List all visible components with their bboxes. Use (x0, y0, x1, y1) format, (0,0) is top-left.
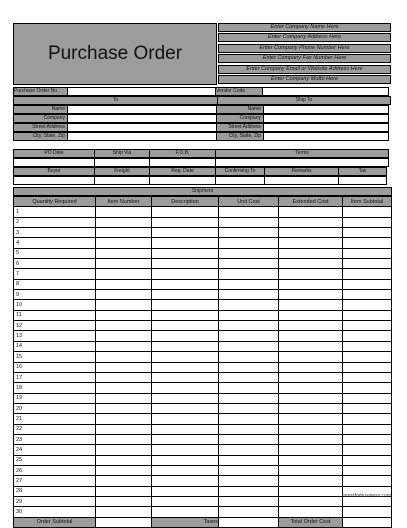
order-subtotal-field[interactable] (96, 517, 152, 527)
address-header-row (13, 96, 391, 105)
to-address-label: City, State, Zip (13, 132, 68, 141)
item-cell[interactable] (343, 455, 392, 465)
item-cell[interactable] (96, 393, 152, 403)
item-cell[interactable] (279, 372, 343, 382)
item-cell[interactable] (219, 414, 279, 424)
buyer-header-row (13, 167, 391, 176)
table-row (14, 321, 392, 331)
item-cell[interactable] (219, 476, 279, 486)
to-address-field[interactable] (67, 123, 217, 132)
item-cell[interactable] (96, 352, 152, 362)
item-cell[interactable] (152, 465, 219, 475)
item-cell[interactable] (96, 465, 152, 475)
row-number[interactable]: 17 (14, 372, 96, 382)
row-number[interactable]: 26 (14, 465, 96, 475)
item-cell[interactable] (343, 383, 392, 393)
item-cell[interactable] (279, 383, 343, 393)
item-cell[interactable] (152, 352, 219, 362)
to-label: To (13, 96, 218, 105)
item-cell[interactable] (279, 362, 343, 372)
table-row (14, 362, 392, 372)
item-cell[interactable] (279, 507, 343, 517)
unit-cost-header: Unit Cost (219, 197, 279, 207)
table-row (14, 476, 392, 486)
ship-to-address-field[interactable] (263, 132, 389, 141)
item-cell[interactable] (343, 228, 392, 238)
item-cell[interactable] (152, 383, 219, 393)
item-cell[interactable] (219, 434, 279, 444)
item-cell[interactable] (279, 352, 343, 362)
item-cell[interactable] (96, 424, 152, 434)
row-number[interactable]: 28 (14, 486, 96, 496)
item-cell[interactable] (152, 300, 219, 310)
line-items-table (13, 196, 392, 528)
table-row (14, 465, 392, 475)
item-cell[interactable] (96, 207, 152, 217)
watermark: formsforbusiness.com (342, 493, 391, 499)
item-cell[interactable] (152, 248, 219, 258)
item-cell[interactable] (219, 424, 279, 434)
item-cell[interactable] (96, 279, 152, 289)
description-header: Description (152, 197, 219, 207)
item-cell[interactable] (343, 207, 392, 217)
table-row (14, 217, 392, 227)
to-address-field[interactable] (67, 105, 217, 114)
item-cell[interactable] (152, 207, 219, 217)
totals-row (14, 517, 392, 527)
extended-cost-header: Extended Cost (279, 197, 343, 207)
item-cell[interactable] (219, 217, 279, 227)
item-cell[interactable] (219, 445, 279, 455)
item-cell[interactable] (96, 403, 152, 413)
row-number[interactable]: 9 (14, 290, 96, 300)
item-cell[interactable] (96, 341, 152, 351)
table-row (14, 290, 392, 300)
item-cell[interactable] (96, 434, 152, 444)
page-title: Purchase Order (13, 23, 217, 85)
row-number[interactable]: 16 (14, 362, 96, 372)
item-cell[interactable] (279, 445, 343, 455)
row-number[interactable]: 3 (14, 228, 96, 238)
item-cell[interactable] (343, 352, 392, 362)
item-cell[interactable] (152, 434, 219, 444)
ship-via-label: Ship Via (94, 149, 150, 158)
item-cell[interactable] (96, 486, 152, 496)
req-date-field[interactable] (149, 176, 216, 185)
item-cell[interactable] (219, 238, 279, 248)
confirming-to-label: Confirming To (215, 167, 265, 176)
item-cell[interactable] (96, 372, 152, 382)
item-cell[interactable] (219, 455, 279, 465)
item-cell[interactable] (152, 321, 219, 331)
row-number[interactable]: 12 (14, 321, 96, 331)
items-header-row (14, 197, 392, 207)
terms-field[interactable] (215, 158, 389, 167)
item-cell[interactable] (343, 476, 392, 486)
item-cell[interactable] (343, 424, 392, 434)
item-cell[interactable] (96, 228, 152, 238)
item-cell[interactable] (279, 341, 343, 351)
item-cell[interactable] (96, 331, 152, 341)
item-cell[interactable] (152, 403, 219, 413)
address-row (13, 105, 391, 114)
remarks-field[interactable] (264, 176, 339, 185)
row-number[interactable]: 15 (14, 352, 96, 362)
item-cell[interactable] (343, 341, 392, 351)
table-row (14, 352, 392, 362)
item-subtotal-header: Item Subtotal (343, 197, 392, 207)
item-cell[interactable] (343, 362, 392, 372)
item-cell[interactable] (343, 403, 392, 413)
item-cell[interactable] (152, 259, 219, 269)
table-row (14, 372, 392, 382)
item-cell[interactable] (279, 393, 343, 403)
po-date-value-row (13, 158, 391, 167)
item-cell[interactable] (343, 465, 392, 475)
to-address-field[interactable] (67, 132, 217, 141)
shipment-label: Shipment (13, 187, 392, 196)
item-cell[interactable] (152, 414, 219, 424)
item-cell[interactable] (219, 496, 279, 506)
item-cell[interactable] (96, 414, 152, 424)
item-cell[interactable] (152, 269, 219, 279)
item-cell[interactable] (152, 228, 219, 238)
item-cell[interactable] (279, 248, 343, 258)
item-cell[interactable] (343, 300, 392, 310)
total-order-cost-label: Total Order Cost (279, 517, 343, 527)
table-row (14, 507, 392, 517)
item-cell[interactable] (219, 248, 279, 258)
buyer-value-row (13, 176, 391, 185)
item-cell[interactable] (279, 238, 343, 248)
address-row (13, 123, 391, 132)
quantity-header: Quantity Required (14, 197, 96, 207)
item-cell[interactable] (279, 403, 343, 413)
item-cell[interactable] (96, 248, 152, 258)
item-cell[interactable] (343, 331, 392, 341)
item-cell[interactable] (96, 290, 152, 300)
item-cell[interactable] (279, 455, 343, 465)
row-number[interactable]: 27 (14, 476, 96, 486)
item-cell[interactable] (343, 290, 392, 300)
item-cell[interactable] (343, 310, 392, 320)
vendor-code-field[interactable] (262, 87, 389, 96)
row-number[interactable]: 6 (14, 259, 96, 269)
to-address-label: Name (13, 105, 68, 114)
item-cell[interactable] (219, 279, 279, 289)
item-cell[interactable] (343, 321, 392, 331)
item-cell[interactable] (219, 507, 279, 517)
item-cell[interactable] (279, 331, 343, 341)
item-cell[interactable] (343, 434, 392, 444)
table-row (14, 434, 392, 444)
row-number[interactable]: 23 (14, 434, 96, 444)
item-cell[interactable] (279, 465, 343, 475)
item-cell[interactable] (96, 496, 152, 506)
item-cell[interactable] (152, 424, 219, 434)
item-cell[interactable] (343, 393, 392, 403)
item-cell[interactable] (96, 445, 152, 455)
item-cell[interactable] (152, 486, 219, 496)
item-cell[interactable] (152, 393, 219, 403)
item-cell[interactable] (96, 310, 152, 320)
row-number[interactable]: 1 (14, 207, 96, 217)
company-line[interactable]: Enter Company Address Here (218, 33, 391, 42)
buyer-label: Buyer (13, 167, 95, 176)
item-cell[interactable] (279, 310, 343, 320)
row-number[interactable]: 7 (14, 269, 96, 279)
item-cell[interactable] (343, 248, 392, 258)
row-number[interactable]: 18 (14, 383, 96, 393)
remarks-label: Remarks (264, 167, 339, 176)
item-cell[interactable] (219, 372, 279, 382)
req-date-label: Req. Date (149, 167, 216, 176)
taxes-label: Taxes (152, 517, 219, 527)
item-cell[interactable] (279, 476, 343, 486)
table-row (14, 403, 392, 413)
address-row (13, 114, 391, 123)
po-number-label: Purchase Order No. (13, 87, 68, 96)
row-number[interactable]: 21 (14, 414, 96, 424)
table-row (14, 331, 392, 341)
item-cell[interactable] (219, 269, 279, 279)
item-cell[interactable] (152, 341, 219, 351)
taxes-field[interactable] (219, 517, 279, 527)
table-row (14, 279, 392, 289)
table-row (14, 383, 392, 393)
item-cell[interactable] (219, 207, 279, 217)
ship-to-label: Ship To (217, 96, 391, 105)
po-date-header-row (13, 149, 391, 158)
item-cell[interactable] (96, 259, 152, 269)
po-number-field[interactable] (67, 87, 216, 96)
row-number[interactable]: 19 (14, 393, 96, 403)
table-row (14, 445, 392, 455)
item-cell[interactable] (152, 362, 219, 372)
item-cell[interactable] (343, 372, 392, 382)
item-cell[interactable] (96, 300, 152, 310)
item-cell[interactable] (152, 476, 219, 486)
table-row (14, 393, 392, 403)
row-number[interactable]: 25 (14, 455, 96, 465)
item-cell[interactable] (96, 476, 152, 486)
fob-label: F.O.B. (149, 149, 216, 158)
item-cell[interactable] (343, 217, 392, 227)
table-row (14, 486, 392, 496)
row-number[interactable]: 2 (14, 217, 96, 227)
item-cell[interactable] (152, 445, 219, 455)
item-cell[interactable] (152, 310, 219, 320)
item-cell[interactable] (96, 362, 152, 372)
table-row (14, 207, 392, 217)
row-number[interactable]: 5 (14, 248, 96, 258)
ship-via-field[interactable] (94, 158, 150, 167)
item-cell[interactable] (343, 259, 392, 269)
item-cell[interactable] (152, 331, 219, 341)
item-cell[interactable] (96, 383, 152, 393)
row-number[interactable]: 8 (14, 279, 96, 289)
company-line[interactable]: Enter Company Motto Here (218, 75, 391, 84)
item-cell[interactable] (279, 290, 343, 300)
item-cell[interactable] (96, 269, 152, 279)
item-cell[interactable] (219, 465, 279, 475)
item-cell[interactable] (152, 496, 219, 506)
table-row (14, 341, 392, 351)
ship-to-address-label: Street Address (216, 123, 264, 132)
item-cell[interactable] (96, 217, 152, 227)
item-cell[interactable] (219, 486, 279, 496)
table-row (14, 300, 392, 310)
row-number[interactable]: 29 (14, 496, 96, 506)
table-row (14, 424, 392, 434)
row-number[interactable]: 20 (14, 403, 96, 413)
table-row (14, 310, 392, 320)
item-cell[interactable] (152, 279, 219, 289)
table-row (14, 269, 392, 279)
item-cell[interactable] (219, 341, 279, 351)
item-cell[interactable] (152, 217, 219, 227)
row-number[interactable]: 22 (14, 424, 96, 434)
item-cell[interactable] (152, 507, 219, 517)
buyer-field[interactable] (13, 176, 95, 185)
total-order-cost-field[interactable] (343, 517, 392, 527)
item-cell[interactable] (343, 414, 392, 424)
freight-label: Freight (94, 167, 150, 176)
to-address-field[interactable] (67, 114, 217, 123)
item-cell[interactable] (219, 331, 279, 341)
item-cell[interactable] (219, 383, 279, 393)
company-line[interactable]: Enter Company Email or Website Address Here (218, 65, 391, 74)
item-cell[interactable] (343, 269, 392, 279)
vendor-code-label: Vendor Code (215, 87, 263, 96)
to-address-label: Street Address (13, 123, 68, 132)
item-cell[interactable] (219, 300, 279, 310)
item-cell[interactable] (279, 424, 343, 434)
table-row (14, 496, 392, 506)
item-cell[interactable] (96, 238, 152, 248)
confirming-to-field[interactable] (215, 176, 265, 185)
row-number[interactable]: 13 (14, 331, 96, 341)
table-row (14, 248, 392, 258)
item-cell[interactable] (279, 217, 343, 227)
item-cell[interactable] (279, 486, 343, 496)
ship-to-address-label: Company (216, 114, 264, 123)
item-cell[interactable] (279, 300, 343, 310)
shipment-bar (13, 187, 391, 196)
terms-label: Terms (215, 149, 389, 158)
freight-field[interactable] (94, 176, 150, 185)
row-number[interactable]: 30 (14, 507, 96, 517)
item-cell[interactable] (343, 279, 392, 289)
ship-to-address-label: City, State, Zip (216, 132, 264, 141)
order-subtotal-label: Order Subtotal (14, 517, 96, 527)
table-row (14, 259, 392, 269)
item-cell[interactable] (96, 455, 152, 465)
item-cell[interactable] (279, 496, 343, 506)
item-cell[interactable] (343, 507, 392, 517)
ship-to-address-field[interactable] (263, 123, 389, 132)
item-cell[interactable] (279, 207, 343, 217)
item-cell[interactable] (343, 445, 392, 455)
item-cell[interactable] (219, 290, 279, 300)
tax-label: Tax (338, 167, 387, 176)
item-cell[interactable] (219, 393, 279, 403)
ship-to-address-field[interactable] (263, 105, 389, 114)
item-cell[interactable] (279, 269, 343, 279)
company-line[interactable]: Enter Company Fax Number Here (218, 54, 391, 63)
item-cell[interactable] (219, 310, 279, 320)
company-line[interactable]: Enter Company Name Here (218, 23, 391, 32)
item-cell[interactable] (219, 352, 279, 362)
row-number[interactable]: 4 (14, 238, 96, 248)
po-date-field[interactable] (13, 158, 95, 167)
row-number[interactable]: 11 (14, 310, 96, 320)
ship-to-address-label: Name (216, 105, 264, 114)
item-cell[interactable] (219, 259, 279, 269)
item-number-header: Item Number (96, 197, 152, 207)
row-number[interactable]: 24 (14, 445, 96, 455)
item-cell[interactable] (219, 403, 279, 413)
table-row (14, 238, 392, 248)
po-date-label: PO Date (13, 149, 95, 158)
po-number-row (13, 87, 391, 96)
row-number[interactable]: 14 (14, 341, 96, 351)
table-row (14, 414, 392, 424)
table-row (14, 455, 392, 465)
item-cell[interactable] (152, 455, 219, 465)
item-cell[interactable] (96, 507, 152, 517)
item-cell[interactable] (219, 362, 279, 372)
to-address-label: Company (13, 114, 68, 123)
item-cell[interactable] (279, 321, 343, 331)
address-row (13, 132, 391, 141)
company-line[interactable]: Enter Company Phone Number Here (218, 44, 391, 53)
ship-to-address-field[interactable] (263, 114, 389, 123)
item-cell[interactable] (152, 290, 219, 300)
item-cell[interactable] (219, 321, 279, 331)
row-number[interactable]: 10 (14, 300, 96, 310)
item-cell[interactable] (219, 228, 279, 238)
item-cell[interactable] (152, 372, 219, 382)
tax-field[interactable] (338, 176, 387, 185)
item-cell[interactable] (343, 238, 392, 248)
item-cell[interactable] (279, 279, 343, 289)
fob-field[interactable] (149, 158, 216, 167)
table-row (14, 228, 392, 238)
item-cell[interactable] (279, 228, 343, 238)
item-cell[interactable] (279, 434, 343, 444)
item-cell[interactable] (96, 321, 152, 331)
item-cell[interactable] (152, 238, 219, 248)
item-cell[interactable] (279, 259, 343, 269)
item-cell[interactable] (279, 414, 343, 424)
